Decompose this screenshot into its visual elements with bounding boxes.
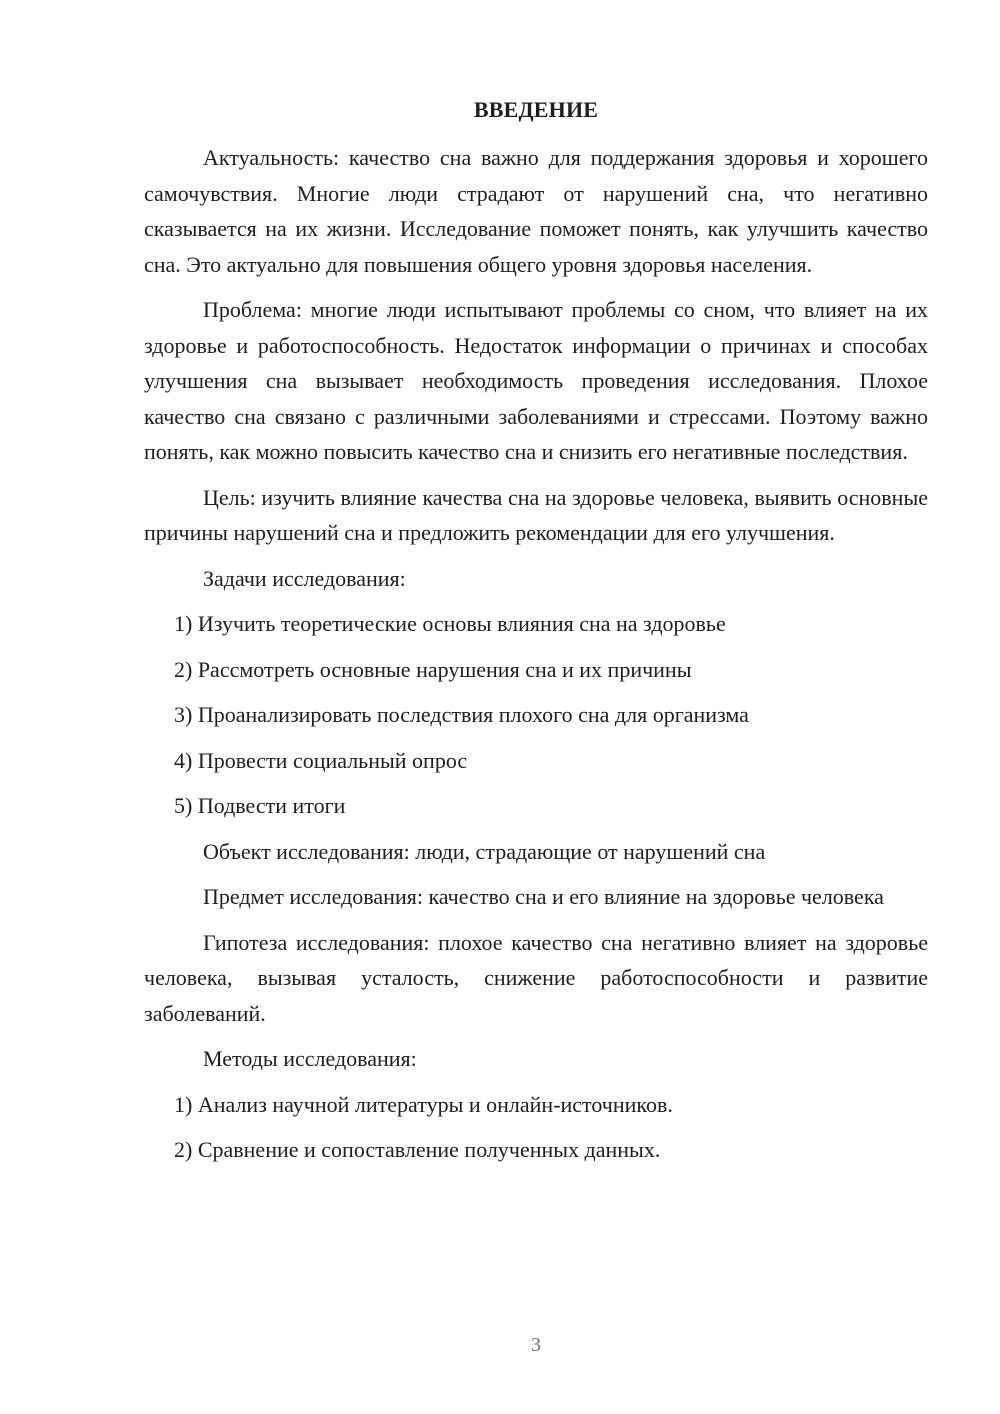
subject-paragraph: Предмет исследования: качество сна и его влияние на здоровье человека bbox=[203, 884, 884, 909]
tasks-heading: Задачи исследования: bbox=[203, 565, 406, 591]
methods-heading: Методы исследования: bbox=[203, 1046, 417, 1071]
goal-paragraph: Цель: изучить влияние качества сна на здоровье человека, выявить основные причины нарушений сна и предложить рекомендации для его улучшения. bbox=[144, 484, 928, 545]
list-item: 2) Рассмотреть основные нарушения сна и их причины bbox=[174, 656, 692, 682]
list-item: 3) Проанализировать последствия плохого сна для организма bbox=[174, 702, 749, 727]
list-item: 1) Изучить теоретические основы влияния сна на здоровье bbox=[174, 611, 726, 636]
object-paragraph: Объект исследования: люди, страдающие от нарушений сна bbox=[203, 838, 766, 864]
list-item: 5) Подвести итоги bbox=[174, 793, 346, 818]
problem-paragraph: Проблема: многие люди испытывают проблемы со сном, что влияет на их здоровье и работоспособность. Недостаток информации о причинах и способах улучшения сна вызывает необходимость проведения исследования. Плохое качество сна связано с различными заболеваниями и стрессами. Поэтому важно понять, как можно повысить качество сна и снизить его негативные последствия. bbox=[144, 297, 928, 464]
relevance-paragraph: Актуальность: качество сна важно для поддержания здоровья и хорошего самочувствия. Многие люди страдают от нарушений сна, что негативно сказывается на их жизни. Исследование поможет понять, как улучшить качество сна. Это актуально для повышения общего уровня здоровья населения. bbox=[144, 145, 928, 277]
methods-list bbox=[144, 1087, 928, 1168]
hypothesis-paragraph: Гипотеза исследования: плохое качество сна негативно влияет на здоровье человека, вызывая усталость, снижение работоспособности и развитие заболеваний. bbox=[144, 929, 928, 1026]
list-item: 1) Анализ научной литературы и онлайн-источников. bbox=[174, 1091, 673, 1117]
list-item: 4) Провести социальный опрос bbox=[174, 747, 468, 773]
document-page bbox=[144, 92, 928, 1178]
section-title: ВВЕДЕНИЕ bbox=[473, 97, 599, 122]
tasks-list bbox=[144, 606, 928, 824]
list-item: 2) Сравнение и сопоставление полученных данных. bbox=[174, 1137, 661, 1162]
page-number: 3 bbox=[531, 1334, 541, 1356]
